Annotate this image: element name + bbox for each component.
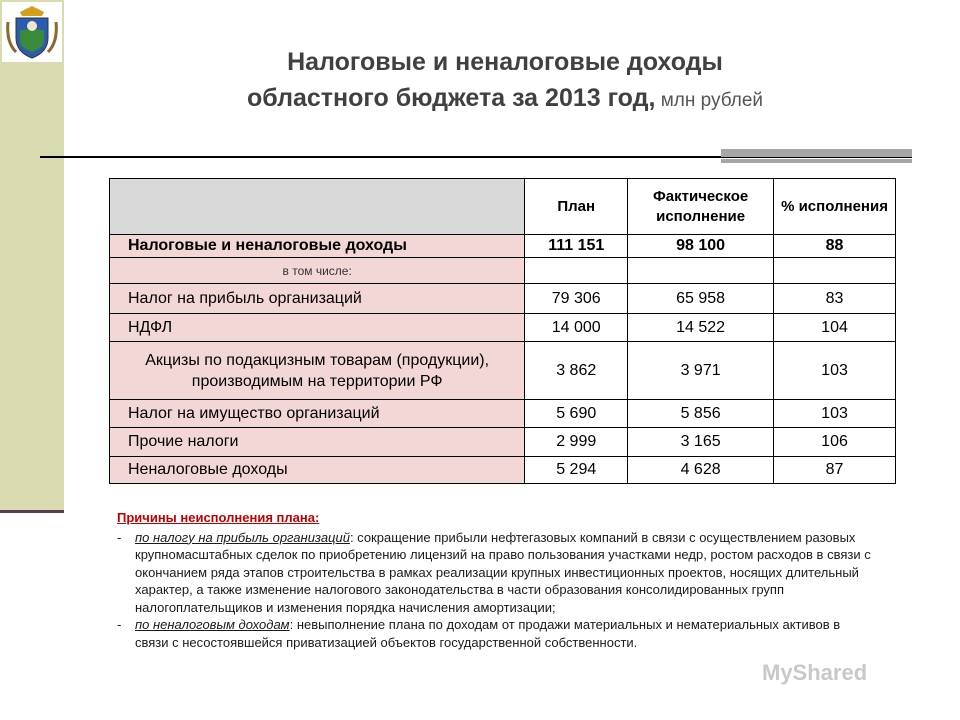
row-fact [628,258,774,284]
title-divider-accent-2 [721,159,912,163]
notes-dash: - [117,617,122,632]
row-plan: 5 294 [525,457,628,484]
table-row [110,457,896,484]
title-line-2 [120,80,890,119]
row-percent: 103 [774,342,896,400]
row-plan: 2 999 [525,428,628,457]
title-unit: млн рублей [655,90,763,111]
row-plan: 3 862 [525,342,628,400]
left-decor-bar [0,0,64,512]
table-row [110,400,896,428]
notes-section [117,509,877,651]
row-percent: 103 [774,400,896,428]
notes-text: : сокращение прибыли нефтегазовых компаний в связи с осуществлением разовых крупномасштабных сделок по приобретению лицензий на право пользования участками недр, ростом расходов в связи с окончанием ряда этапов строительства в рамках реализации крупных инвестиционных проектов, носящих длительный характер, а также изменение налогового законодательства в части образования консолидированных групп налогоплательщиков и изменения порядка начисления амортизации; [135,529,871,615]
row-label: НДФЛ [110,314,525,342]
table-row [110,235,896,258]
header-blank-cell [110,179,525,235]
row-plan [525,258,628,284]
title-line-2-text: областного бюджета за 2013 год, [247,84,656,112]
header-percent: % исполнения [774,179,896,235]
row-fact: 3 165 [628,428,774,457]
row-fact: 98 100 [628,235,774,258]
left-bar-divider [0,510,64,513]
header-fact: Фактическое исполнение [628,179,774,235]
row-label: Акцизы по подакцизным товарам (продукции), производимым на территории РФ [110,342,525,400]
row-percent: 87 [774,457,896,484]
row-plan: 5 690 [525,400,628,428]
row-plan: 14 000 [525,314,628,342]
row-plan: 79 306 [525,284,628,314]
row-label: Неналоговые доходы [110,457,525,484]
notes-item [117,529,877,617]
title-line-1: Налоговые и неналоговые доходы [287,48,723,76]
row-fact: 4 628 [628,457,774,484]
table-row [110,314,896,342]
row-label: Налоговые и неналоговые доходы [110,235,525,258]
table-row [110,284,896,314]
row-percent: 106 [774,428,896,457]
notes-topic: по налогу на прибыль организаций [135,529,350,545]
notes-text: : невыполнение плана по доходам от продажи материальных и нематериальных активов в связи с несостоявшейся приватизацией объектов государственной собственности. [135,617,841,650]
table-row [110,428,896,457]
notes-item [117,616,877,651]
row-fact: 5 856 [628,400,774,428]
row-percent [774,258,896,284]
notes-topic: по неналоговым доходам [135,617,290,632]
row-label: Прочие налоги [110,428,525,457]
row-percent: 104 [774,314,896,342]
coat-of-arms-icon [2,2,62,62]
watermark: MyShared [762,660,868,685]
notes-dash: - [117,529,122,545]
page-title [120,44,890,119]
row-label: Налог на прибыль организаций [110,284,525,314]
header-plan: План [525,179,628,235]
notes-heading: Причины неисполнения плана: [117,510,320,525]
row-label: Налог на имущество организаций [110,400,525,428]
title-divider-accent [721,149,912,157]
row-fact: 65 958 [628,284,774,314]
row-percent: 83 [774,284,896,314]
table-header-row [110,179,896,235]
row-plan: 111 151 [525,235,628,258]
table-row [110,342,896,400]
table-row [110,258,896,284]
row-fact: 3 971 [628,342,774,400]
row-label: в том числе: [110,258,525,284]
revenue-table [109,178,896,484]
row-percent: 88 [774,235,896,258]
row-fact: 14 522 [628,314,774,342]
